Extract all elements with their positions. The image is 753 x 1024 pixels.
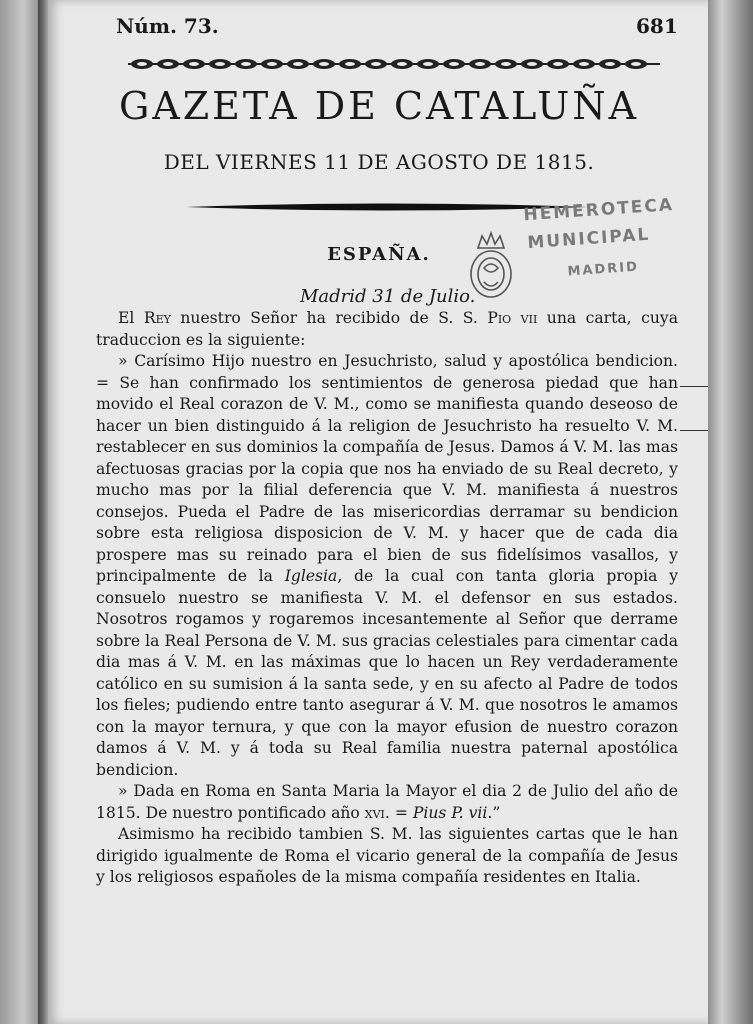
text-run-italic: Pius P. vii bbox=[412, 803, 488, 822]
paragraph-closing: Asimismo ha recibido tambien S. M. las siguientes cartas que le han dirigido igualmente de Roma el vicario general de la compañía de Jesus y los religiosos españoles de la misma compañía residentes en Italia. bbox=[96, 825, 678, 886]
text-run: El bbox=[118, 309, 144, 327]
text-run-smallcaps: xvi bbox=[364, 803, 385, 822]
ornamental-border bbox=[128, 56, 660, 72]
text-run: » Dada en Roma en Santa Maria la Mayor el dia 2 de Julio del año de 1815. De nuestro pontificado año bbox=[96, 782, 678, 822]
newspaper-title: GAZETA DE CATALUÑA bbox=[118, 84, 640, 128]
text-run: .” bbox=[487, 803, 501, 822]
paragraph-intro bbox=[96, 308, 678, 351]
stamp-line-3: MADRID bbox=[567, 259, 640, 280]
section-heading: ESPAÑA. bbox=[327, 244, 431, 265]
paragraph-letter bbox=[96, 351, 678, 781]
paragraph-signature bbox=[96, 781, 678, 824]
article-body bbox=[96, 308, 678, 889]
text-run: » Carísimo Hijo nuestro en Jesuchristo, salud y apostólica bendicion. = Se han confirmado los sentimientos de generosa piedad que han movido el Real corazon de V. M., como se manifiesta quando deseoso de hacer un bien distinguido á la religion de Jesuchristo ha resuelto V. M. restablecer en sus dominios la compañía de Jesus. Damos á V. M. las mas afectuosas gracias por la copia que nos ha enviado de su Real decreto, y mucho mas por la filial deferencia que V. M. manifiesta á nuestros consejos. Pueda el Padre de las misericordias derramar su bendicion sobre esta religiosa disposicion de V. M. y hacer que de cada dia prospere mas su reinado para el bien de sus fidelísimos vasallos, y principalmente de la bbox=[96, 352, 678, 585]
text-run-smallcaps: Rey bbox=[143, 309, 171, 327]
margin-mark bbox=[680, 430, 708, 431]
left-page-edge bbox=[0, 0, 42, 1024]
text-run: una carta, cuya traduccion es la siguiente: bbox=[96, 309, 678, 349]
issue-date: DEL VIERNES 11 DE AGOSTO DE 1815. bbox=[163, 150, 595, 174]
text-run: , de la cual con tanta gloria propia y consuelo nuestro se manifiesta V. M. el defensor en sus estados. Nosotros rogamos y rogaremos incesantemente al Señor que derrame sobre la Real Persona de V. M. sus gracias celestiales para cimentar cada dia mas á V. M. en las máximas que lo hacen un Rey verdaderamente católico en su sumision á la santa sede, y en su afecto al Padre de todos los fieles; pudiendo entre tanto asegurar á V. M. que nosotros le amamos con la mayor ternura, y que con la mayor efusion de nuestro corazon damos á V. M. y á toda su Real familia nuestra paternal apostólica bendicion. bbox=[96, 567, 678, 779]
margin-mark bbox=[680, 386, 708, 387]
text-run: . = bbox=[384, 803, 413, 822]
issue-number: Núm. 73. bbox=[116, 14, 219, 38]
right-page-edge bbox=[708, 0, 753, 1024]
text-run-italic: Iglesia bbox=[284, 567, 338, 585]
text-run: nuestro Señor ha recibido de S. S. bbox=[170, 309, 488, 327]
stamp-line-1: HEMEROTECA bbox=[522, 194, 675, 226]
article-dateline: Madrid 31 de Julio. bbox=[300, 286, 476, 307]
text-run-smallcaps: Pio vii bbox=[487, 309, 538, 327]
stamp-line-2: MUNICIPAL bbox=[526, 224, 651, 254]
page-number: 681 bbox=[636, 14, 678, 38]
